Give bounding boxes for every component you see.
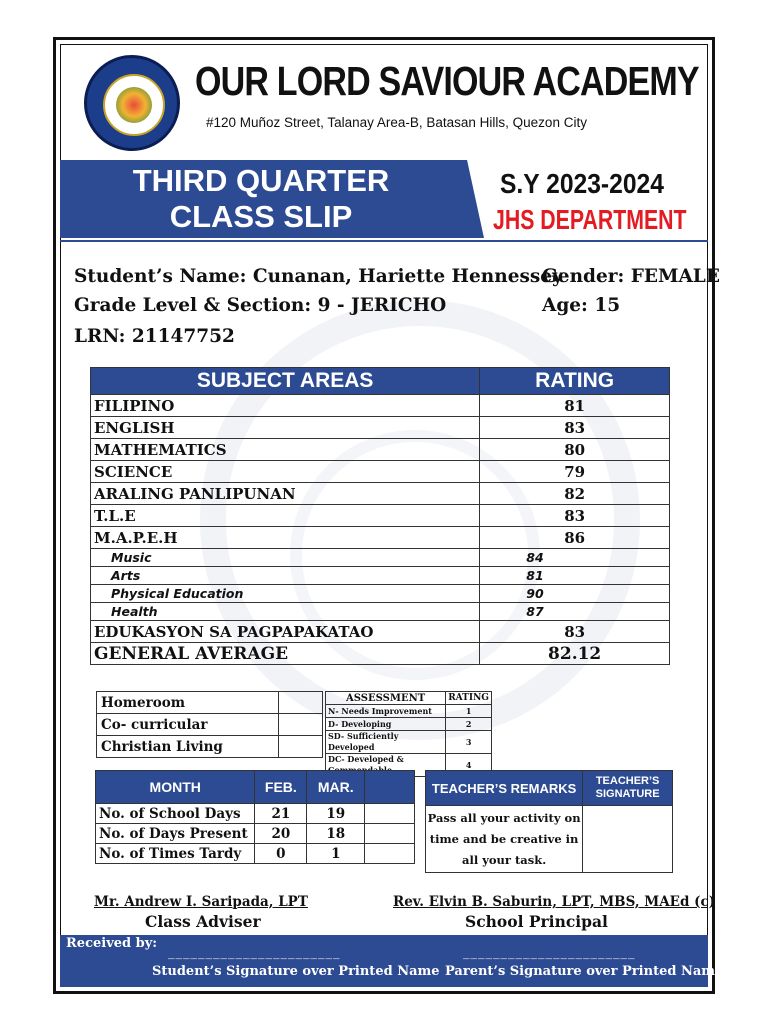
- mapeh-row: [91, 585, 670, 603]
- general-average-value: 82.12: [480, 643, 670, 665]
- student-grade-section: Grade Level & Section: 9 - JERICHO: [74, 295, 447, 316]
- attendance-value: 0: [255, 844, 307, 864]
- principal-title: School Principal: [465, 912, 608, 931]
- other-subjects-table: [96, 691, 323, 758]
- assessment-rating: 4: [446, 754, 492, 777]
- month-feb: FEB.: [255, 771, 307, 804]
- mapeh-subject: Physical Education: [91, 585, 480, 603]
- other-subject-label: Christian Living: [97, 736, 279, 758]
- subject-rating: 81: [480, 395, 670, 417]
- attendance-value: 19: [307, 804, 365, 824]
- student-lrn: LRN: 21147752: [74, 326, 235, 347]
- teacher-signature-header: TEACHER’S SIGNATURE: [583, 771, 673, 806]
- mapeh-rating: 81: [480, 567, 670, 585]
- student-signature-line: _______________________: [168, 945, 341, 960]
- mapeh-subject: Arts: [91, 567, 480, 585]
- attendance-row: [96, 844, 415, 864]
- grade-row: [91, 483, 670, 505]
- school-name: OUR LORD SAVIOUR ACADEMY: [195, 58, 699, 104]
- school-year: S.Y 2023-2024: [500, 168, 664, 199]
- subject-rating: 83: [480, 621, 670, 643]
- grade-row: [91, 417, 670, 439]
- month-mar: MAR.: [307, 771, 365, 804]
- month-blank: [365, 771, 415, 804]
- general-average-row: [91, 643, 670, 665]
- principal-name: Rev. Elvin B. Saburin, LPT, MBS, MAEd (c): [393, 894, 716, 910]
- subject-name: M.A.P.E.H: [91, 527, 480, 549]
- mapeh-row: [91, 603, 670, 621]
- assessment-row: [326, 705, 492, 718]
- teacher-remarks-text: Pass all your activity on time and be creative in all your task.: [426, 806, 583, 873]
- student-name: Student’s Name: Cunanan, Hariette Hennessey: [74, 266, 563, 287]
- attendance-label: No. of School Days: [96, 804, 255, 824]
- attendance-label: No. of Times Tardy: [96, 844, 255, 864]
- other-subject-row: [97, 692, 323, 714]
- assessment-label: N- Needs Improvement: [326, 705, 446, 718]
- subject-name: MATHEMATICS: [91, 439, 480, 461]
- assessment-rating: 1: [446, 705, 492, 718]
- subject-name: EDUKASYON SA PAGPAPAKATAO: [91, 621, 480, 643]
- mapeh-subject: Music: [91, 549, 480, 567]
- mapeh-rating: 87: [480, 603, 670, 621]
- student-signature-label: Student’s Signature over Printed Name: [152, 964, 440, 979]
- grades-table: [90, 367, 670, 665]
- mapeh-rating: 90: [480, 585, 670, 603]
- other-subject-rating: [279, 736, 323, 758]
- other-subject-label: Homeroom: [97, 692, 279, 714]
- other-subject-label: Co- curricular: [97, 714, 279, 736]
- parent-signature-line: _______________________: [463, 945, 636, 960]
- month-header: MONTH: [96, 771, 255, 804]
- assessment-header: ASSESSMENT: [326, 692, 446, 705]
- attendance-label: No. of Days Present: [96, 824, 255, 844]
- assessment-label: SD- Sufficiently Developed: [326, 731, 446, 754]
- grades-header-row: [91, 368, 670, 395]
- attendance-value: 20: [255, 824, 307, 844]
- attendance-empty: [365, 844, 415, 864]
- rating-header: RATING: [480, 368, 670, 395]
- assessment-legend-table: [325, 691, 492, 777]
- mapeh-rating: 84: [480, 549, 670, 567]
- attendance-value: 1: [307, 844, 365, 864]
- attendance-table: [95, 770, 415, 864]
- adviser-title: Class Adviser: [145, 912, 261, 931]
- assessment-rating: 3: [446, 731, 492, 754]
- footer-band: [60, 935, 724, 987]
- teacher-remarks-table: [425, 770, 673, 873]
- attendance-row: [96, 824, 415, 844]
- assessment-rating-header: RATING: [446, 692, 492, 705]
- mapeh-row: [91, 549, 670, 567]
- grade-row: [91, 395, 670, 417]
- quarter-title: THIRD QUARTER: [132, 163, 390, 198]
- department: JHS DEPARTMENT: [493, 204, 687, 235]
- teacher-signature-box: [583, 806, 673, 873]
- attendance-empty: [365, 824, 415, 844]
- assessment-rating: 2: [446, 718, 492, 731]
- assessment-row: [326, 731, 492, 754]
- other-subject-rating: [279, 714, 323, 736]
- school-logo-icon: [84, 55, 180, 151]
- remarks-header-row: [426, 771, 673, 806]
- subject-rating: 79: [480, 461, 670, 483]
- assessment-row: [326, 718, 492, 731]
- assessment-header-row: [326, 692, 492, 705]
- assessment-label: D- Developing: [326, 718, 446, 731]
- subject-rating: 86: [480, 527, 670, 549]
- other-subject-row: [97, 736, 323, 758]
- subject-rating: 83: [480, 417, 670, 439]
- slip-title: CLASS SLIP: [169, 199, 353, 234]
- adviser-name: Mr. Andrew I. Saripada, LPT: [94, 894, 308, 910]
- other-subject-row: [97, 714, 323, 736]
- grade-row: [91, 439, 670, 461]
- grade-row: [91, 461, 670, 483]
- subject-name: FILIPINO: [91, 395, 480, 417]
- general-average-label: GENERAL AVERAGE: [91, 643, 480, 665]
- grade-row: [91, 505, 670, 527]
- teacher-remarks-header: TEACHER’S REMARKS: [426, 771, 583, 806]
- attendance-header-row: [96, 771, 415, 804]
- subject-name: SCIENCE: [91, 461, 480, 483]
- received-by-label: Received by:: [66, 936, 158, 951]
- grade-row: [91, 621, 670, 643]
- mapeh-subject: Health: [91, 603, 480, 621]
- assessment-label: DC- Developed &: [326, 754, 446, 777]
- student-gender: Gender: FEMALE: [542, 266, 720, 287]
- subject-rating: 82: [480, 483, 670, 505]
- attendance-value: 21: [255, 804, 307, 824]
- subject-rating: 83: [480, 505, 670, 527]
- attendance-row: [96, 804, 415, 824]
- other-subject-rating: [279, 692, 323, 714]
- school-address: #120 Muñoz Street, Talanay Area-B, Batasan Hills, Quezon City: [206, 115, 587, 130]
- subject-name: ENGLISH: [91, 417, 480, 439]
- grade-row: [91, 527, 670, 549]
- subject-name: T.L.E: [91, 505, 480, 527]
- attendance-empty: [365, 804, 415, 824]
- student-age: Age: 15: [542, 295, 621, 316]
- mapeh-row: [91, 567, 670, 585]
- remarks-body-row: [426, 806, 673, 873]
- subject-areas-header: SUBJECT AREAS: [91, 368, 480, 395]
- attendance-value: 18: [307, 824, 365, 844]
- parent-signature-label: Parent’s Signature over Printed Name: [445, 964, 724, 979]
- subject-name: ARALING PANLIPUNAN: [91, 483, 480, 505]
- subject-rating: 80: [480, 439, 670, 461]
